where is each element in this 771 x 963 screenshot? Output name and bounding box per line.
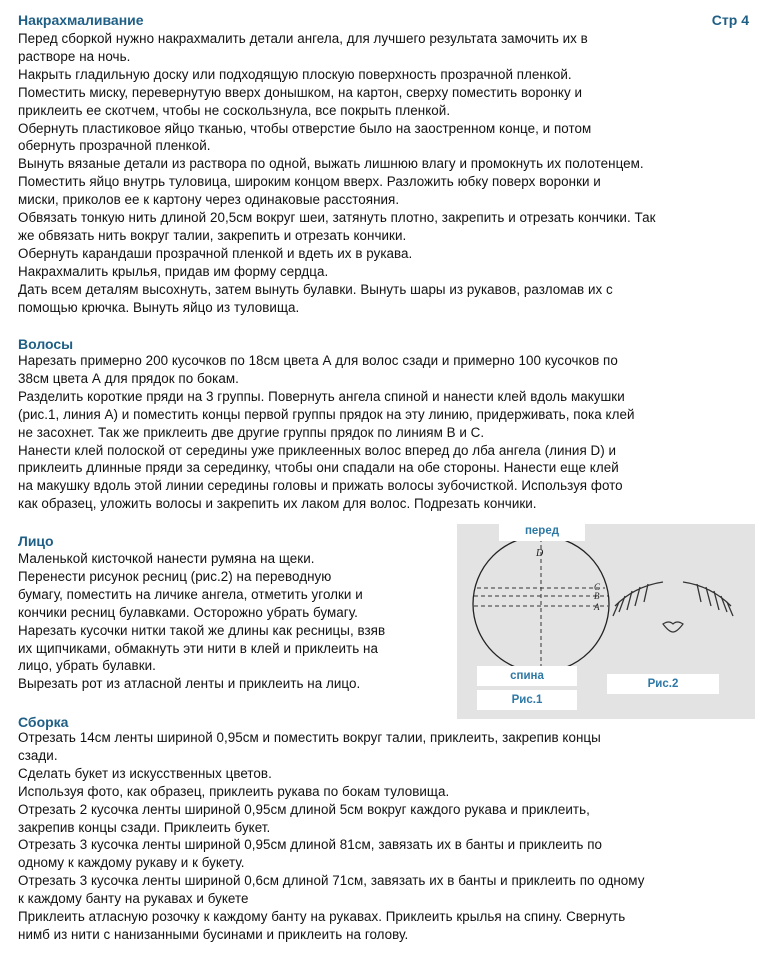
text-line: на макушку вдоль этой линии середины головы и прижать волосы зубочисткой. Используя фото <box>18 478 623 494</box>
text-line: одному к каждому рукаву и к букету. <box>18 855 245 871</box>
text-line: Отрезать 2 кусочка ленты шириной 0,95см длиной 5см вокруг каждого рукава и приклеить, <box>18 801 590 817</box>
text-line: как образец, уложить волосы и закрепить их лаком для волос. Подрезать кончики. <box>18 496 537 512</box>
eyelash-right <box>683 582 733 616</box>
label-d: D <box>536 548 544 559</box>
paragraph-hair <box>18 352 634 513</box>
label-front: перед <box>499 524 585 541</box>
text-line: сзади. <box>18 747 58 763</box>
section-title-hair: Волосы <box>18 336 74 352</box>
section-title-starching: Накрахмаливание <box>18 12 144 28</box>
paragraph-face <box>18 550 385 693</box>
text-line: миски, приколов ее к картону через одинаковые расстояния. <box>18 192 400 208</box>
text-line: Нанести клей полоской от середины уже приклеенных волос вперед до лба ангела (линия D) и <box>18 442 617 458</box>
page-number: Стр 4 <box>711 12 749 28</box>
text-line: Маленькой кисточкой нанести румяна на щеки. <box>18 551 315 566</box>
paragraph-starching <box>18 30 656 317</box>
label-fig2: Рис.2 <box>607 674 719 694</box>
label-a: A <box>594 602 600 612</box>
section-title-face: Лицо <box>18 533 54 549</box>
text-line: Отрезать 14см ленты шириной 0,95см и поместить вокруг талии, приклеить, закрепив концы <box>18 730 601 745</box>
text-line: Перед сборкой нужно накрахмалить детали ангела, для лучшего результата замочить их в <box>18 31 588 46</box>
text-line: 38см цвета А для прядок по бокам. <box>18 370 239 386</box>
text-line: Отрезать 3 кусочка ленты шириной 0,6см длиной 71см, завязать их в банты и приклеить по одному <box>18 873 645 889</box>
text-line: лицо, убрать булавки. <box>18 658 156 674</box>
text-line: приклеить ее скотчем, чтобы не соскользнула, все покрыть пленкой. <box>18 102 451 118</box>
text-line: Приклеить атласную розочку к каждому банту на рукавах. Приклеить крылья на спину. Свернуть <box>18 909 626 925</box>
text-line: не засохнет. Так же приклеить две другие группы прядок по линиям В и С. <box>18 424 485 440</box>
section-title-assembly: Сборка <box>18 714 69 730</box>
text-line: бумагу, поместить на личике ангела, отметить уголки и <box>18 586 363 602</box>
text-line: обернуть прозрачной пленкой. <box>18 138 211 154</box>
text-line: Используя фото, как образец, приклеить рукава по бокам туловища. <box>18 783 450 799</box>
text-line: Обвязать тонкую нить длиной 20,5см вокруг шеи, затянуть плотно, закрепить и отрезать кончики. Так <box>18 210 656 226</box>
text-line: помощью крючка. Вынуть яйцо из туловища. <box>18 299 300 315</box>
text-line: Разделить короткие пряди на 3 группы. Повернуть ангела спиной и нанести клей вдоль макушки <box>18 388 625 404</box>
text-line: Накрахмалить крылья, придав им форму сердца. <box>18 263 329 279</box>
text-line: Нарезать примерно 200 кусочков по 18см цвета А для волос сзади и примерно 100 кусочков по <box>18 353 618 368</box>
text-line: Обернуть пластиковое яйцо тканью, чтобы отверстие было на заостренном конце, и потом <box>18 120 592 136</box>
text-line: Поместить яйцо внутрь туловица, широким концом вверх. Разложить юбку поверх воронки и <box>18 174 601 190</box>
label-b: B <box>594 591 600 601</box>
text-line: Обернуть карандаши прозрачной пленкой и вдеть их в рукава. <box>18 245 413 261</box>
text-line: (рис.1, линия А) и поместить концы первой группы прядок на эту линию, придерживать, пока клей <box>18 406 635 422</box>
text-line: закрепив концы сзади. Приклеить букет. <box>18 819 271 835</box>
text-line: к каждому банту на рукавах и букете <box>18 891 249 907</box>
mouth <box>663 622 683 632</box>
text-line: нимб из нити с нанизанными бусинами и приклеить на голову. <box>18 926 409 942</box>
text-line: Нарезать кусочки нитки такой же длины как ресницы, взяв <box>18 622 386 638</box>
text-line: Вынуть вязаные детали из раствора по одной, выжать лишнюю влагу и промокнуть их полотенцем. <box>18 156 644 172</box>
text-line: Вырезать рот из атласной ленты и приклеить на лицо. <box>18 676 361 692</box>
label-c: C <box>594 582 601 592</box>
paragraph-assembly <box>18 729 644 944</box>
text-line: кончики ресниц булавками. Осторожно убрать бумагу. <box>18 604 358 620</box>
text-line: Перенести рисунок ресниц (рис.2) на переводную <box>18 568 332 584</box>
text-line: растворе на ночь. <box>18 48 131 64</box>
text-line: Сделать букет из искусственных цветов. <box>18 765 272 781</box>
text-line: же обвязать нить вокруг талии, закрепить и отрезать кончики. <box>18 227 407 243</box>
text-line: Отрезать 3 кусочка ленты шириной 0,95см длиной 81см, завязать их в банты и приклеить по <box>18 837 603 853</box>
text-line: Дать всем деталям высохнуть, затем вынуть булавки. Вынуть шары из рукавов, разломав их с <box>18 281 613 297</box>
eyelash-left <box>613 582 663 616</box>
text-line: Поместить миску, перевернутую вверх донышком, на картон, сверху поместить воронку и <box>18 84 583 100</box>
figure-panel <box>457 524 755 719</box>
text-line: Накрыть гладильную доску или подходящую плоскую поверхность прозрачной пленкой. <box>18 66 572 82</box>
label-fig1: Рис.1 <box>477 690 577 710</box>
text-line: их щипчиками, обмакнуть эти нити в клей и приклеить на <box>18 640 378 656</box>
label-back: спина <box>477 666 577 686</box>
text-line: приклеить длинные пряди за серединку, чтобы они спадали на обе стороны. Нанести еще клей <box>18 460 619 476</box>
